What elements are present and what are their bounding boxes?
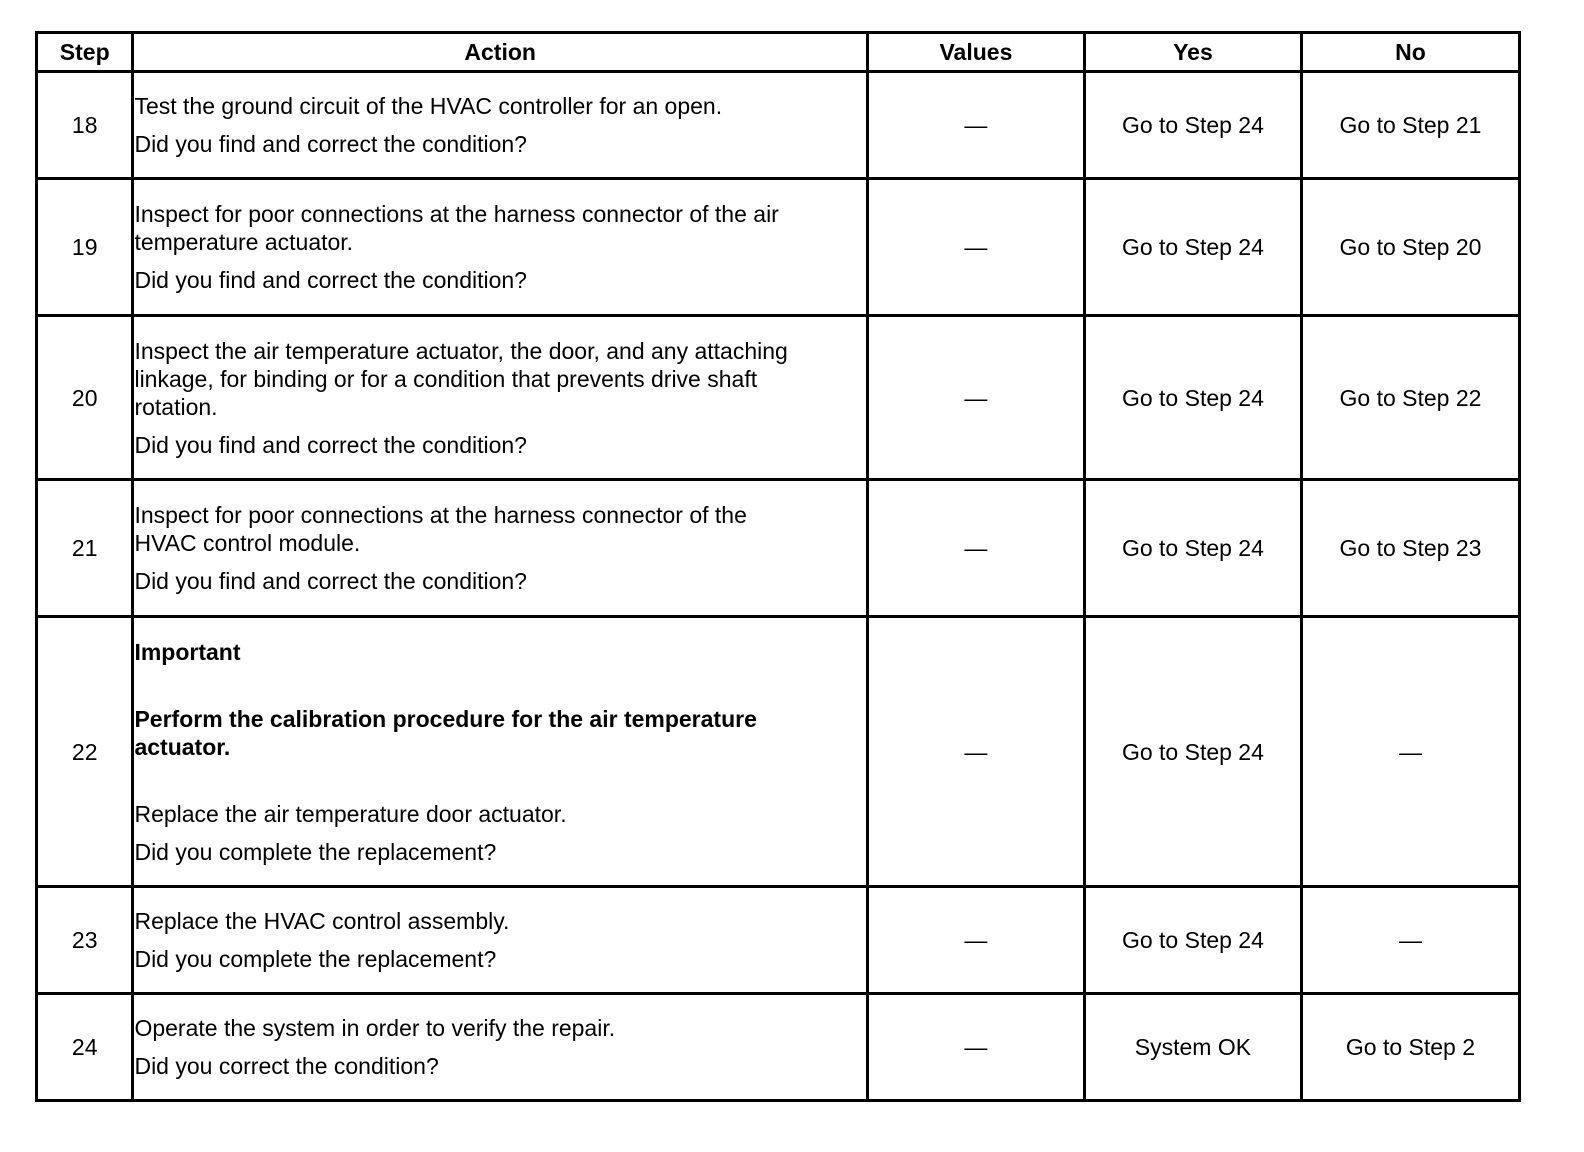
action-instruction: Replace the air temperature door actuator. bbox=[134, 800, 567, 827]
action-instruction: Operate the system in order to verify the repair. bbox=[134, 1015, 616, 1041]
header-yes: Yes bbox=[1084, 33, 1301, 72]
yes-cell: Go to Step 24 bbox=[1084, 480, 1301, 617]
values-cell: — bbox=[867, 179, 1084, 316]
no-cell: — bbox=[1301, 617, 1519, 887]
yes-cell: Go to Step 24 bbox=[1084, 887, 1301, 994]
action-cell bbox=[133, 316, 867, 480]
action-cell bbox=[133, 994, 867, 1101]
no-cell: Go to Step 23 bbox=[1301, 480, 1519, 617]
header-no: No bbox=[1301, 33, 1519, 72]
step-number: 20 bbox=[37, 316, 133, 480]
action-instruction: Inspect the air temperature actuator, the door, and any attaching linkage, for binding or for a condition that prevents drive shaft rotation. bbox=[134, 337, 788, 420]
diagnostic-steps-table bbox=[35, 31, 1521, 1102]
action-question: Did you find and correct the condition? bbox=[134, 131, 527, 157]
action-instruction: Replace the HVAC control assembly. bbox=[134, 908, 510, 934]
values-cell: — bbox=[867, 994, 1084, 1101]
action-question: Did you complete the replacement? bbox=[134, 946, 497, 972]
yes-cell: Go to Step 24 bbox=[1084, 72, 1301, 179]
step-number: 19 bbox=[37, 179, 133, 316]
action-cell bbox=[133, 480, 867, 617]
table-row bbox=[37, 480, 1520, 617]
no-cell: Go to Step 21 bbox=[1301, 72, 1519, 179]
table-row bbox=[37, 72, 1520, 179]
yes-cell: System OK bbox=[1084, 994, 1301, 1101]
values-cell: — bbox=[867, 72, 1084, 179]
important-label: Important bbox=[134, 638, 241, 665]
action-question: Did you find and correct the condition? bbox=[134, 267, 527, 293]
table-header-row bbox=[37, 33, 1520, 72]
yes-cell: Go to Step 24 bbox=[1084, 316, 1301, 480]
step-number: 23 bbox=[37, 887, 133, 994]
no-cell: — bbox=[1301, 887, 1519, 994]
action-instruction: Inspect for poor connections at the harness connector of the air temperature actuator. bbox=[134, 201, 779, 255]
action-cell bbox=[133, 617, 867, 887]
action-question: Did you find and correct the condition? bbox=[134, 431, 527, 458]
action-instruction: Test the ground circuit of the HVAC controller for an open. bbox=[134, 93, 723, 119]
values-cell: — bbox=[867, 316, 1084, 480]
header-action: Action bbox=[133, 33, 867, 72]
yes-cell: Go to Step 24 bbox=[1084, 617, 1301, 887]
header-values: Values bbox=[867, 33, 1084, 72]
yes-cell: Go to Step 24 bbox=[1084, 179, 1301, 316]
table-row bbox=[37, 316, 1520, 480]
action-instruction: Inspect for poor connections at the harness connector of the HVAC control module. bbox=[134, 502, 747, 556]
no-cell: Go to Step 20 bbox=[1301, 179, 1519, 316]
action-question: Did you complete the replacement? bbox=[134, 838, 497, 865]
table-row bbox=[37, 994, 1520, 1101]
action-question: Did you correct the condition? bbox=[134, 1053, 439, 1079]
action-cell bbox=[133, 72, 867, 179]
action-cell bbox=[133, 887, 867, 994]
values-cell: — bbox=[867, 480, 1084, 617]
no-cell: Go to Step 2 bbox=[1301, 994, 1519, 1101]
step-number: 18 bbox=[37, 72, 133, 179]
important-note: Perform the calibration procedure for the air temperature actuator. bbox=[134, 705, 757, 760]
action-question: Did you find and correct the condition? bbox=[134, 568, 527, 594]
action-cell bbox=[133, 179, 867, 316]
step-number: 22 bbox=[37, 617, 133, 887]
values-cell: — bbox=[867, 887, 1084, 994]
table-row bbox=[37, 887, 1520, 994]
step-number: 24 bbox=[37, 994, 133, 1101]
table-row bbox=[37, 617, 1520, 887]
values-cell: — bbox=[867, 617, 1084, 887]
step-number: 21 bbox=[37, 480, 133, 617]
header-step: Step bbox=[37, 33, 133, 72]
no-cell: Go to Step 22 bbox=[1301, 316, 1519, 480]
table-row bbox=[37, 179, 1520, 316]
